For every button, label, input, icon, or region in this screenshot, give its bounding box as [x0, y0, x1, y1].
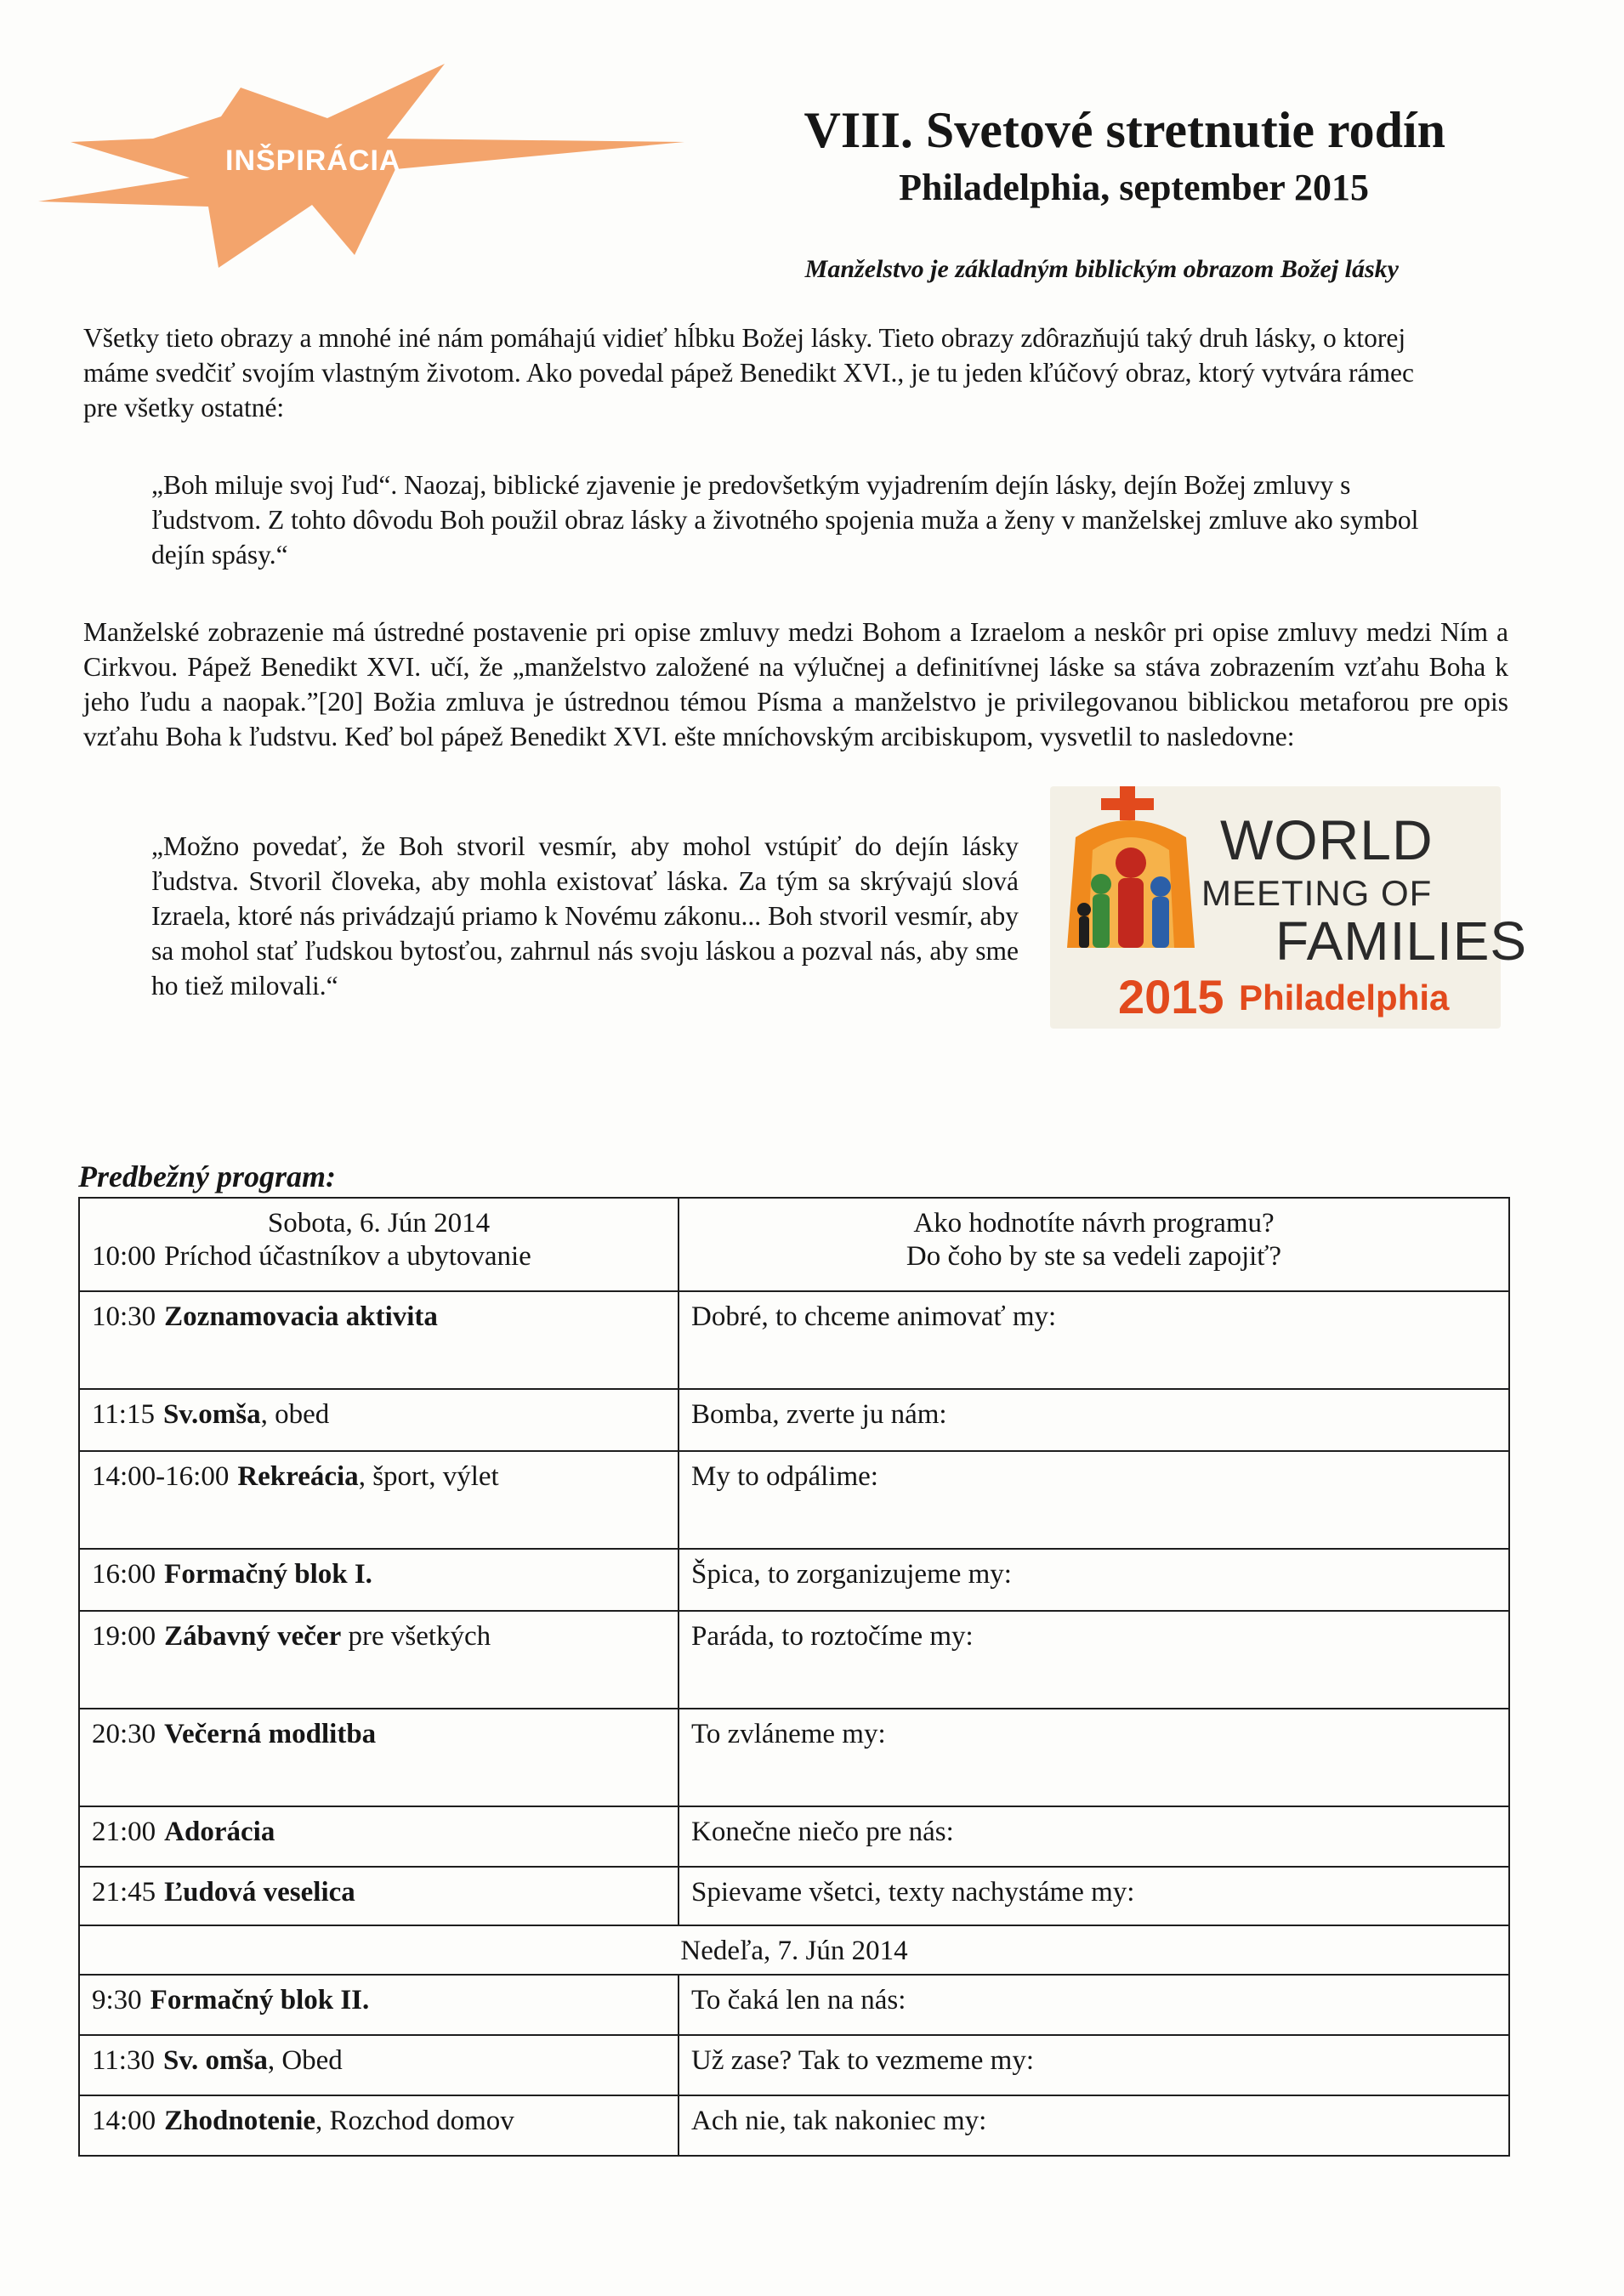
table-row	[79, 1291, 1509, 1389]
answer-cell[interactable]: Konečne niečo pre nás:	[679, 1806, 1509, 1867]
activity-bold: Večerná modlitba	[164, 1719, 377, 1749]
answer-cell[interactable]: Ach nie, tak nakoniec my:	[679, 2095, 1509, 2156]
activity-bold: Sv.omša	[162, 1399, 261, 1430]
program-item	[79, 2035, 679, 2095]
day-header-sunday: Nedeľa, 7. Jún 2014	[79, 1925, 1509, 1975]
time-label: 16:00	[92, 1559, 156, 1590]
time-label: 10:30	[92, 1301, 156, 1332]
time-label: 11:15	[92, 1399, 155, 1430]
question-cell	[679, 1198, 1509, 1291]
program-item	[79, 1867, 679, 1925]
time-label: 9:30	[92, 1985, 142, 2015]
table-row	[79, 1925, 1509, 1975]
quote-paragraph-2: „Možno povedať, že Boh stvoril vesmír, aby mohol vstúpiť do dejín lásky ľudstva. Stvoril človeka, aby mohla existovať láska. Za tým sa skrývajú slová Izraela, ktoré nás privádzajú priamo k Novému zákonu... Boh stvoril vesmír, aby sa mohol stať ľudskou bytosťou, zahrnul nás svoju láskou a pozval nás, aby sme ho tiež milovali.“	[151, 831, 1019, 1001]
answer-cell[interactable]: Už zase? Tak to vezmeme my:	[679, 2035, 1509, 2095]
activity-bold: Formačný blok II.	[150, 1985, 370, 2015]
time-label: 19:00	[92, 1621, 156, 1652]
activity-bold: Zoznamovacia aktivita	[164, 1301, 438, 1332]
answer-cell[interactable]: To zvláneme my:	[679, 1709, 1509, 1806]
program-item	[79, 1975, 679, 2035]
activity-bold: Sv. omša	[162, 2045, 268, 2076]
activity-rest: , šport, výlet	[358, 1461, 499, 1492]
program-item	[79, 1389, 679, 1451]
activity-bold: Zábavný večer	[164, 1621, 342, 1652]
time-label: 20:30	[92, 1719, 156, 1749]
table-row	[79, 1611, 1509, 1709]
program-item	[79, 1806, 679, 1867]
time-label: 21:45	[92, 1877, 156, 1908]
answer-cell[interactable]: My to odpálime:	[679, 1451, 1509, 1549]
logo-line-meeting: MEETING OF	[1201, 873, 1433, 913]
activity-bold: Adorácia	[164, 1817, 275, 1847]
answer-cell[interactable]: Spievame všetci, texty nachystáme my:	[679, 1867, 1509, 1925]
table-row	[79, 2035, 1509, 2095]
program-title: Predbežný program:	[78, 1159, 336, 1193]
activity-rest: , obed	[260, 1399, 330, 1430]
logo-line-families: FAMILIES	[1275, 910, 1528, 972]
logo-line-world: WORLD	[1220, 808, 1434, 871]
activity-rest: , Rozchod domov	[315, 2106, 514, 2136]
table-row	[79, 1389, 1509, 1451]
program-item	[79, 1611, 679, 1709]
activity-bold: Rekreácia	[237, 1461, 359, 1492]
world-meeting-logo	[1050, 786, 1528, 1029]
body-paragraph: Manželské zobrazenie má ústredné postavenie pri opise zmluvy medzi Bohom a Izraelom a neskôr pri opise zmluvy medzi Ním a Cirkvou. Pápež Benedikt XVI. učí, že „manželstvo založené na výlučnej a definitívnej láske sa stáva zobrazením vzťahu Boha k jeho ľudu a naopak.”[20] Božia zmluva je ústrednou témou Písma a manželstvo je privilegovanou biblickou metaforou pre opis vzťahu Boha k ľudstvu. Keď bol pápež Benedikt XVI. ešte mníchovským arcibiskupom, vysvetlil to nasledovne:	[83, 617, 1508, 751]
table-row	[79, 1975, 1509, 2035]
family-figures-icon	[1050, 786, 1220, 982]
answer-cell[interactable]: To čaká len na nás:	[679, 1975, 1509, 2035]
program-item	[79, 1451, 679, 1549]
page-subtitle: Philadelphia, september 2015	[899, 167, 1369, 208]
table-row	[79, 1198, 1509, 1291]
answer-cell[interactable]: Paráda, to roztočíme my:	[679, 1611, 1509, 1709]
quote-paragraph-1: „Boh miluje svoj ľud“. Naozaj, biblické zjavenie je predovšetkým vyjadrením dejín lásky, dejín Božej zmluvy s ľudstvom. Z tohto dôvodu Boh použil obraz lásky a životného spojenia muža a ženy v manželskej zmluve ako symbol dejín spásy.“	[151, 470, 1419, 570]
question-2: Do čoho by ste sa vedeli zapojiť?	[906, 1241, 1282, 1272]
time-label: 11:30	[92, 2045, 155, 2076]
program-item	[79, 1709, 679, 1806]
activity-bold: Formačný blok I.	[164, 1559, 372, 1590]
program-item	[92, 1240, 666, 1273]
program-item	[79, 1291, 679, 1389]
section-title: Manželstvo je základným biblickým obrazom Božej lásky	[804, 255, 1399, 283]
table-row	[79, 1806, 1509, 1867]
program-item	[79, 1549, 679, 1611]
table-row	[79, 1709, 1509, 1806]
activity-bold: Ľudová veselica	[164, 1877, 355, 1908]
time-label: 14:00	[92, 2106, 156, 2136]
time-label: 14:00-16:00	[92, 1461, 230, 1492]
activity-rest: , Obed	[267, 2045, 343, 2076]
badge-label: INŠPIRÁCIA	[225, 145, 401, 177]
table-row	[79, 1867, 1509, 1925]
activity-rest: pre všetkých	[341, 1621, 491, 1652]
program-table	[78, 1197, 1510, 2157]
logo-year: 2015	[1118, 970, 1224, 1023]
intro-paragraph: Všetky tieto obrazy a mnohé iné nám pomáhajú vidieť hĺbku Božej lásky. Tieto obrazy zdôrazňujú taký druh lásky, o ktorej máme svedčiť svojím vlastným životom. Ako povedal pápež Benedikt XVI., je tu jeden kľúčový obraz, ktorý vytvára rámec pre všetky ostatné:	[83, 323, 1414, 422]
activity-bold: Zhodnotenie	[164, 2106, 316, 2136]
page-title: VIII. Svetové stretnutie rodín	[803, 102, 1445, 158]
answer-cell[interactable]: Špica, to zorganizujeme my:	[679, 1549, 1509, 1611]
day-header-saturday: Sobota, 6. Jún 2014	[267, 1208, 491, 1239]
activity-label: Príchod účastníkov a ubytovanie	[164, 1241, 531, 1272]
day-header-cell	[79, 1198, 679, 1291]
answer-cell[interactable]: Dobré, to chceme animovať my:	[679, 1291, 1509, 1389]
table-row	[79, 1451, 1509, 1549]
answer-cell[interactable]: Bomba, zverte ju nám:	[679, 1389, 1509, 1451]
table-row	[79, 1549, 1509, 1611]
logo-city: Philadelphia	[1239, 978, 1450, 1018]
time-label: 21:00	[92, 1817, 156, 1847]
question-1: Ako hodnotíte návrh programu?	[913, 1208, 1275, 1239]
table-row	[79, 2095, 1509, 2156]
time-label: 10:00	[92, 1241, 156, 1272]
program-item	[79, 2095, 679, 2156]
